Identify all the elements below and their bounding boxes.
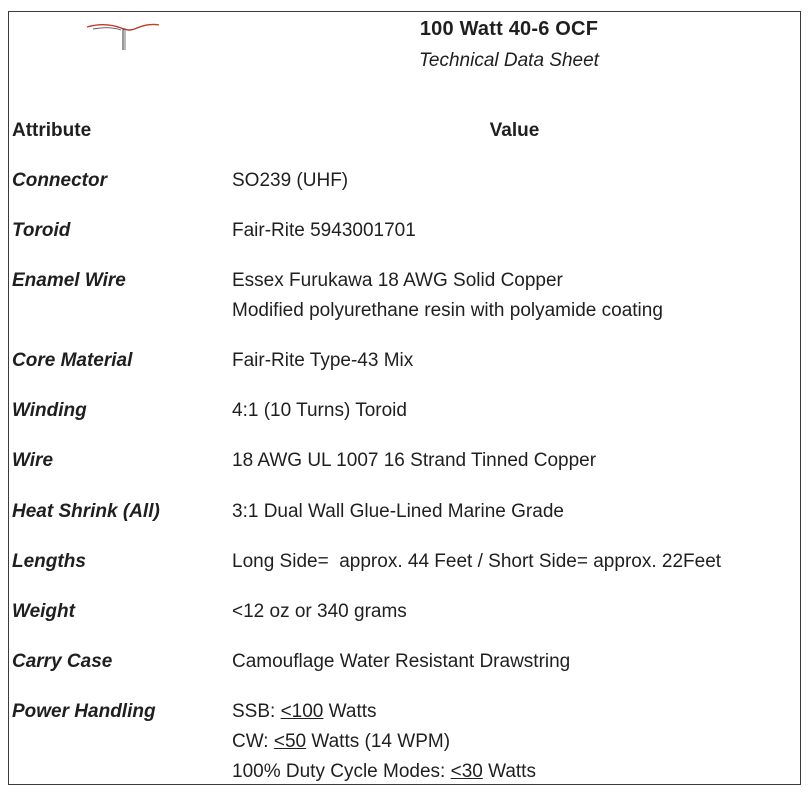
duty-limit: <30 bbox=[450, 761, 483, 782]
value-line: Long Side= approx. 44 Feet / Short Side= approx. 22Feet bbox=[232, 551, 722, 572]
value-line: Modified polyurethane resin with polyamide coating bbox=[232, 300, 663, 321]
ssb-unit: Watts bbox=[323, 701, 377, 722]
row-value bbox=[232, 216, 416, 246]
cw-limit: <50 bbox=[273, 731, 307, 752]
value-line: Fair-Rite 5943001701 bbox=[232, 220, 416, 241]
page-title: 100 Watt 40-6 OCF bbox=[419, 18, 599, 40]
row-value bbox=[232, 647, 570, 677]
value-line: Essex Furukawa 18 AWG Solid Copper bbox=[232, 270, 563, 291]
value-line: 3:1 Dual Wall Glue-Lined Marine Grade bbox=[232, 501, 564, 522]
cw-label: CW: bbox=[232, 731, 274, 752]
row-attribute: Power Handling bbox=[12, 701, 156, 722]
value-line: Camouflage Water Resistant Drawstring bbox=[232, 651, 571, 672]
column-header-attribute: Attribute bbox=[12, 120, 92, 141]
row-value bbox=[232, 396, 407, 426]
row-attribute: Heat Shrink (All) bbox=[12, 501, 160, 522]
row-attribute: Connector bbox=[12, 170, 107, 191]
row-attribute: Wire bbox=[12, 450, 54, 471]
value-line: 4:1 (10 Turns) Toroid bbox=[232, 400, 407, 421]
row-value bbox=[232, 166, 348, 196]
row-value bbox=[232, 597, 407, 627]
page-subtitle: Technical Data Sheet bbox=[419, 50, 599, 71]
column-header-value: Value bbox=[489, 120, 540, 141]
row-attribute: Toroid bbox=[12, 220, 71, 241]
antenna-logo-icon bbox=[85, 16, 165, 56]
value-line-ssb bbox=[232, 697, 536, 727]
ssb-label: SSB: bbox=[232, 701, 281, 722]
row-attribute: Core Material bbox=[12, 350, 133, 371]
value-line: 18 AWG UL 1007 16 Strand Tinned Copper bbox=[232, 450, 597, 471]
row-value bbox=[232, 346, 413, 376]
cw-unit: Watts (14 WPM) bbox=[306, 731, 451, 752]
row-attribute: Carry Case bbox=[12, 651, 113, 672]
duty-label: 100% Duty Cycle Modes: bbox=[232, 761, 451, 782]
ssb-limit: <100 bbox=[280, 701, 324, 722]
data-sheet bbox=[8, 11, 801, 785]
row-value bbox=[232, 547, 721, 577]
row-attribute: Weight bbox=[12, 601, 75, 622]
row-value bbox=[232, 266, 663, 326]
value-line-cw bbox=[232, 727, 536, 757]
value-line: SO239 (UHF) bbox=[232, 170, 349, 191]
row-attribute: Winding bbox=[12, 400, 87, 421]
value-line-duty bbox=[232, 757, 536, 787]
row-attribute: Enamel Wire bbox=[12, 270, 126, 291]
duty-unit: Watts bbox=[482, 761, 536, 782]
value-line: <12 oz or 340 grams bbox=[232, 601, 407, 622]
row-attribute: Lengths bbox=[12, 551, 86, 572]
row-value bbox=[232, 697, 536, 787]
row-value bbox=[232, 497, 564, 527]
value-line: Fair-Rite Type-43 Mix bbox=[232, 350, 414, 371]
row-value bbox=[232, 446, 596, 476]
